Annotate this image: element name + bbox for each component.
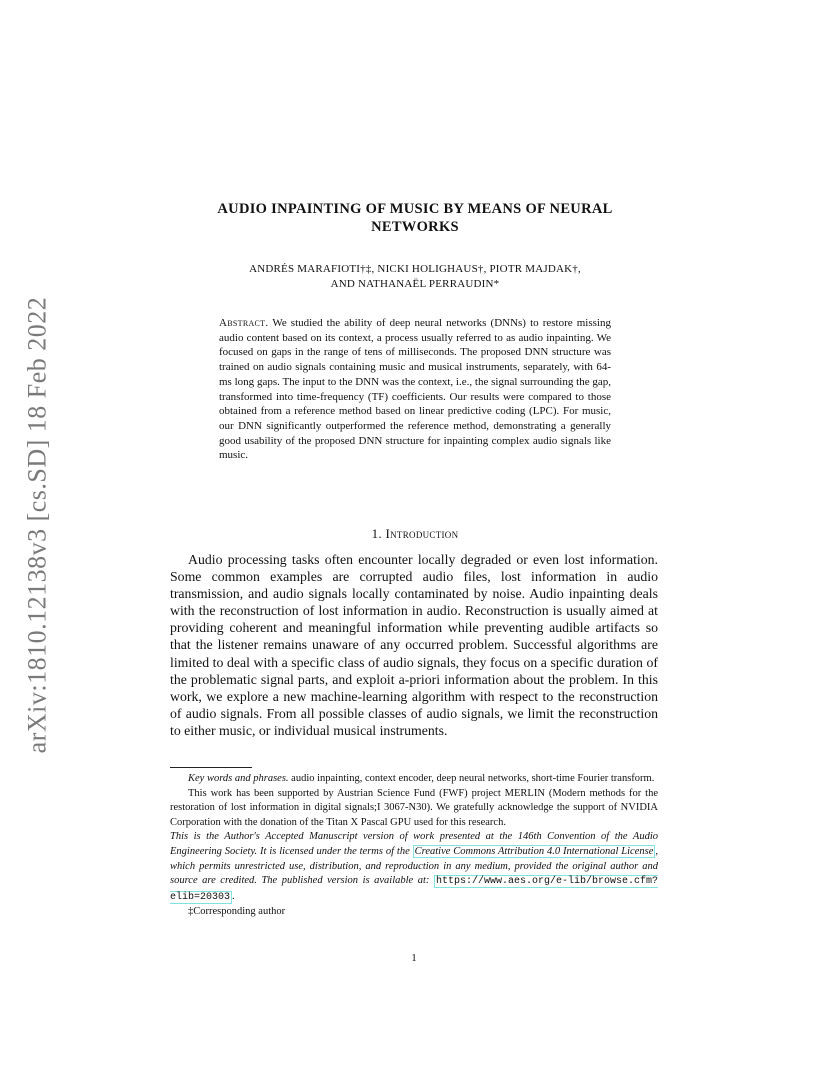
license-end: . <box>232 890 235 902</box>
license-link[interactable]: Creative Commons Attribution 4.0 International License <box>414 845 654 857</box>
section-heading <box>170 526 660 542</box>
authors-line-1: ANDRÉS MARAFIOTI†‡, NICKI HOLIGHAUS†, PIOTR MAJDAK†, <box>249 263 581 275</box>
intro-paragraph: Audio processing tasks often encounter locally degraded or even lost information. Some common examples are corrupted audio files, lost information in audio transmission, and audio signals locally contaminated by noise. Audio inpainting deals with the reconstruction of lost information in audio. Reconstruction is usually aimed at providing coherent and meaningful information while preventing audible artifacts so that the listener remains unaware of any occurred problem. Successful algorithms are limited to deal with a specific class of audio signals, they focus on a specific duration of the problematic signal parts, and exploit a-priori information about the problem. In this work, we explore a new machine-learning algorithm with respect to the reconstruction of audio signals. From all possible classes of audio signals, we limit the reconstruction to either music, or individual musical instruments. <box>170 552 658 738</box>
footnote-keywords <box>170 772 658 787</box>
footnote-rule <box>170 767 252 768</box>
abstract-text: We studied the ability of deep neural networks (DNNs) to restore missing audio content based on its context, a process usually referred to as audio inpainting. We focused on gaps in the range of tens of milliseconds. The proposed DNN structure was trained on audio signals containing music and musical instruments, separately, with 64-ms long gaps. The input to the DNN was the context, i.e., the signal surrounding the gap, transformed into time-frequency (TF) coefficients. Our results were compared to those obtained from a reference method based on linear predictive coding (LPC). For music, our DNN significantly outperformed the reference method, demonstrating a generally good usability of the proposed DNN structure for inpainting complex audio signals like music. <box>219 317 611 462</box>
published-version-url[interactable]: https://www.aes.org/e-lib/browse.cfm?elib=20303 <box>170 876 658 903</box>
title-line-1: AUDIO INPAINTING OF MUSIC BY MEANS OF NEURAL <box>217 201 613 217</box>
authors-line-2: AND NATHANAËL PERRAUDIN* <box>330 278 500 290</box>
arxiv-stamp-text: arXiv:1810.12138v3 [cs.SD] 18 Feb 2022 <box>22 296 52 754</box>
arxiv-stamp <box>23 290 51 760</box>
title-line-2: NETWORKS <box>371 219 459 235</box>
page-number: 1 <box>411 952 417 964</box>
author-list <box>160 262 670 292</box>
paper-title <box>160 200 670 236</box>
section-number: 1. <box>371 526 382 541</box>
license-text-1: This is the Author's Accepted Manuscript version of work presented at the 146th Convention of the Audio Engineering Society. It is licensed under the terms of the <box>170 831 658 857</box>
footnote-funding: This work has been supported by Austrian Science Fund (FWF) project MERLIN (Modern methods for the restoration of lost information in digital signals;I 3067-N30). We gratefully acknowledge the support of NVIDIA Corporation with the donation of the Titan X Pascal GPU used for this research. <box>170 787 658 828</box>
footnotes <box>170 772 658 920</box>
keywords-text: audio inpainting, context encoder, deep neural networks, short-time Fourier transform. <box>291 773 655 784</box>
footnote-license <box>170 830 658 905</box>
abstract-label: Abstract. <box>219 317 269 329</box>
footnote-corresponding: ‡Corresponding author <box>188 906 286 918</box>
keywords-label: Key words and phrases. <box>188 773 289 784</box>
abstract <box>219 316 611 463</box>
license-text-2: , which permits unrestricted use, distribution, and reproduction in any medium, provided the original author and source are credited. The published version is available at: <box>170 845 658 887</box>
section-name: Introduction <box>385 526 459 541</box>
